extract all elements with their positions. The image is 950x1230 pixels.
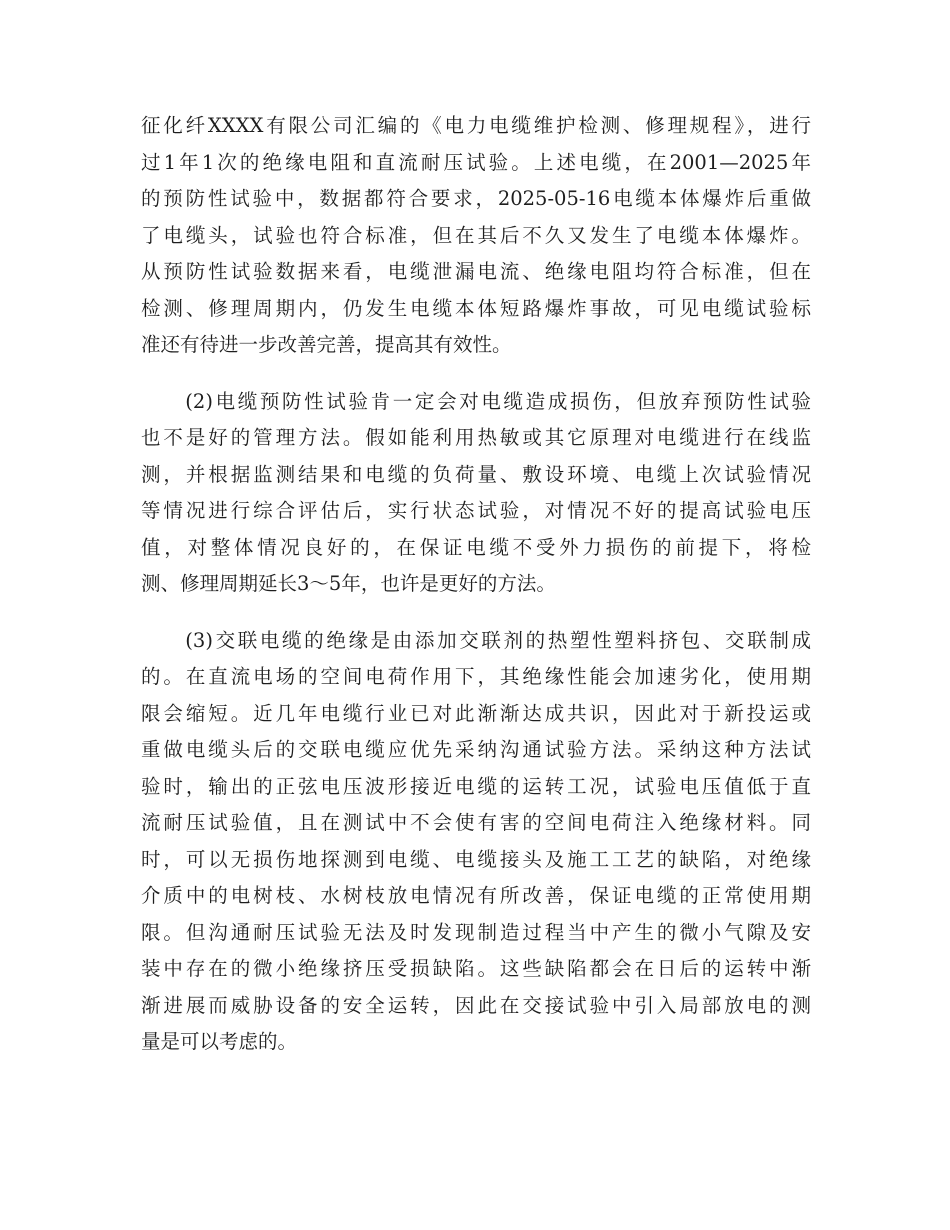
text-line: 测、修理周期延长3～5年，也许是更好的方法。 — [141, 572, 556, 595]
text-line: 限会缩短。近几年电缆行业已对此渐渐达成共识，因此对于新投运或 — [141, 701, 811, 725]
text-line: 渐进展而威胁设备的安全运转，因此在交接试验中引入局部放电的测 — [141, 993, 811, 1017]
document-body — [141, 108, 811, 1061]
text-line: (3)交联电缆的绝缘是由添加交联剂的热塑性塑料挤包、交联制成 — [141, 628, 811, 652]
text-line: 装中存在的微小绝缘挤压受损缺陷。这些缺陷都会在日后的运转中渐 — [141, 957, 811, 980]
text-line: 了电缆头，试验也符合标准，但在其后不久又发生了电缆本体爆炸。 — [141, 223, 811, 247]
paragraph-3 — [141, 623, 811, 1061]
text-line: 限。但沟通耐压试验无法及时发现制造过程当中产生的微小气隙及安 — [141, 920, 811, 944]
text-line: (2)电缆预防性试验肯一定会对电缆造成损伤，但放弃预防性试验 — [141, 389, 811, 413]
text-line: 的预防性试验中，数据都符合要求，2025-05-16电缆本体爆炸后重做 — [141, 187, 811, 210]
text-line: 重做电缆头后的交联电缆应优先采纳沟通试验方法。采纳这种方法试 — [141, 738, 811, 761]
text-line: 量是可以考虑的。 — [141, 1030, 298, 1053]
text-line: 从预防性试验数据来看，电缆泄漏电流、绝缘电阻均符合标准，但在 — [141, 260, 811, 283]
text-line: 等情况进行综合评估后，实行状态试验，对情况不好的提高试验电压 — [141, 499, 811, 522]
text-line: 的。在直流电场的空间电荷作用下，其绝缘性能会加速劣化，使用期 — [141, 665, 811, 688]
text-line: 介质中的电树枝、水树枝放电情况有所改善，保证电缆的正常使用期 — [141, 884, 811, 907]
text-line: 也不是好的管理方法。假如能利用热敏或其它原理对电缆进行在线监 — [141, 426, 811, 449]
text-line: 准还有待进一步改善完善，提高其有效性。 — [141, 333, 512, 356]
paragraph-2 — [141, 384, 811, 603]
text-line: 测，并根据监测结果和电缆的负荷量、敷设环境、电缆上次试验情况 — [141, 462, 811, 486]
text-line: 过1年1次的绝缘电阻和直流耐压试验。上述电缆，在2001—2025年 — [141, 150, 811, 174]
text-line: 时，可以无损伤地探测到电缆、电缆接头及施工工艺的缺陷，对绝缘 — [141, 847, 811, 871]
paragraph-1 — [141, 108, 811, 364]
text-line: 征化纤XXXX有限公司汇编的《电力电缆维护检测、修理规程》，进行 — [141, 114, 811, 137]
text-line: 值，对整体情况良好的，在保证电缆不受外力损伤的前提下，将检 — [141, 535, 811, 559]
text-line: 验时，输出的正弦电压波形接近电缆的运转工况，试验电压值低于直 — [141, 774, 811, 798]
text-line: 检测、修理周期内，仍发生电缆本体短路爆炸事故，可见电缆试验标 — [141, 296, 811, 320]
text-line: 流耐压试验值，且在测试中不会使有害的空间电荷注入绝缘材料。同 — [141, 811, 811, 834]
